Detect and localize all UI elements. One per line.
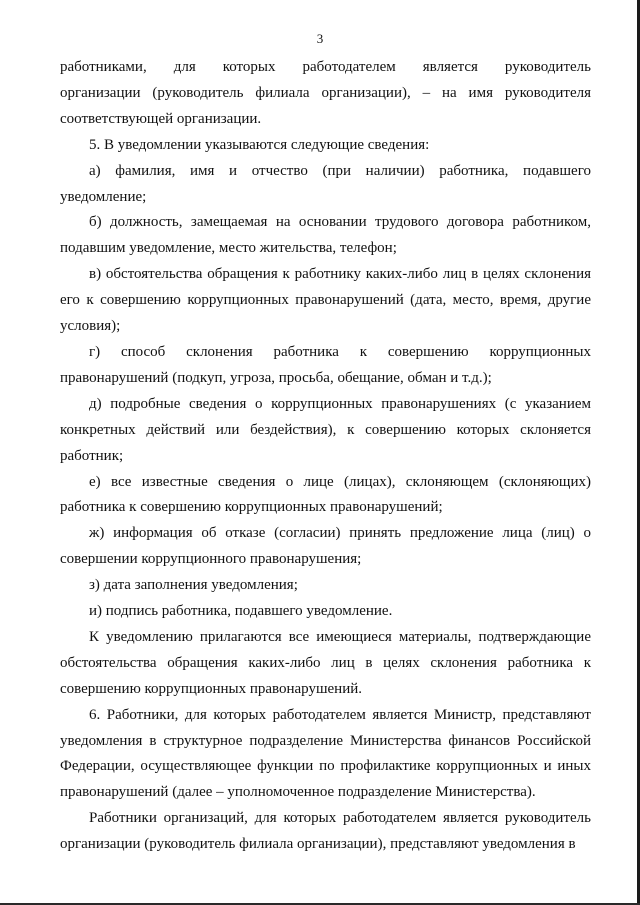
text-line: а) фамилия, имя и отчество (при наличии) работника, подавшего — [89, 162, 591, 179]
text-line: Работники организаций, для которых работодателем является руководитель — [89, 810, 591, 827]
paragraph — [60, 55, 591, 133]
text-line: соответствующей организации. — [60, 110, 262, 127]
text-line: б) должность, замещаемая на основании трудового договора работником, — [89, 214, 591, 231]
paragraph — [60, 573, 591, 599]
text-line: организации (руководитель филиала организации), – на имя руководителя — [60, 84, 591, 101]
text-line: уведомления в структурное подразделение Министерства финансов Российской — [60, 732, 591, 749]
text-line: организации (руководитель филиала организации), представляют уведомления в — [60, 836, 576, 853]
document-body — [60, 55, 591, 858]
text-line: работника к совершению коррупционных правонарушений; — [60, 499, 443, 516]
text-line: ж) информация об отказе (согласии) принять предложение лица (лиц) о — [89, 525, 591, 542]
paragraph — [60, 262, 591, 340]
text-line: работник; — [60, 447, 124, 464]
text-line: 6. Работники, для которых работодателем является Министр, представляют — [89, 706, 591, 723]
text-line: Федерации, осуществляющее функции по профилактике коррупционных и иных — [60, 758, 591, 775]
text-line: правонарушений (подкуп, угроза, просьба, обещание, обман и т.д.); — [60, 369, 492, 386]
paragraph — [60, 806, 591, 858]
text-line: его к совершению коррупционных правонарушений (дата, место, время, другие — [60, 292, 591, 309]
paragraph — [60, 521, 591, 573]
text-line: работниками, для которых работодателем является руководитель — [60, 59, 591, 75]
paragraph — [60, 392, 591, 470]
text-line: г) способ склонения работника к совершению коррупционных — [89, 343, 591, 360]
text-line: обстоятельства обращения каких-либо лиц в целях склонения работника к — [60, 654, 591, 671]
text-line: совершению коррупционных правонарушений. — [60, 680, 363, 697]
text-line: в) обстоятельства обращения к работнику каких-либо лиц в целях склонения — [89, 266, 591, 283]
text-line: К уведомлению прилагаются все имеющиеся материалы, подтверждающие — [89, 628, 591, 645]
text-line: правонарушений (далее – уполномоченное подразделение Министерства). — [60, 784, 536, 801]
paragraph — [60, 340, 591, 392]
text-line: уведомление; — [60, 188, 147, 205]
paragraph — [60, 159, 591, 211]
text-line: подавшим уведомление, место жительства, телефон; — [60, 240, 397, 257]
paragraph — [60, 625, 591, 703]
text-line: 5. В уведомлении указываются следующие сведения: — [89, 136, 430, 153]
page-number: 3 — [316, 31, 324, 46]
paragraph — [60, 133, 591, 159]
text-line: конкретных действий или бездействия), к совершению которых склоняется — [60, 421, 591, 438]
text-line: совершении коррупционного правонарушения; — [60, 551, 362, 568]
text-line: е) все известные сведения о лице (лицах), склоняющем (склоняющих) — [89, 473, 591, 490]
text-line: з) дата заполнения уведомления; — [89, 577, 298, 594]
text-line: и) подпись работника, подавшего уведомление. — [89, 603, 393, 620]
paragraph — [60, 703, 591, 807]
text-line: д) подробные сведения о коррупционных правонарушениях (с указанием — [89, 395, 591, 412]
paragraph — [60, 210, 591, 262]
text-line: условия); — [60, 318, 121, 335]
paragraph — [60, 599, 591, 625]
paragraph — [60, 470, 591, 522]
